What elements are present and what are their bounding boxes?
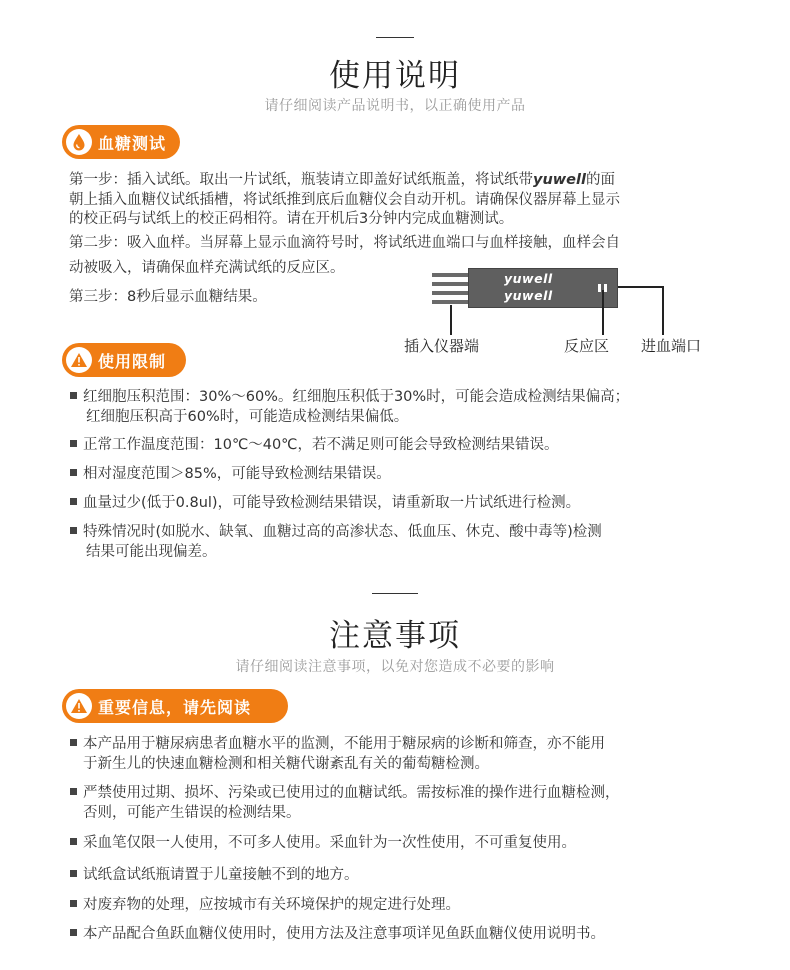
usage-limit-label: 使用限制 [98,351,167,371]
reaction-zone-leader [602,290,604,335]
list-item [70,493,580,513]
reaction-zone-mark [604,284,607,292]
step1-line2: 朝上插入血糖仪试纸插槽，将试纸推到底后血糖仪会自动开机。请确保仪器屏幕上显示 [69,192,620,208]
test-strip-diagram [432,268,618,308]
list-item [70,865,359,885]
note-text: 采血笔仅限一人使用，不可多人使用。采血针为一次性使用，不可重复使用。 [83,835,576,851]
note-text: 本产品用于糖尿病患者血糖水平的监测，不能用于糖尿病的诊断和筛查，亦不能用 [83,736,605,752]
strip-brand-bottom: yuwell [504,288,553,303]
page-subtitle: 请仔细阅读产品说明书，以正确使用产品 [264,98,526,114]
section-divider [372,593,418,594]
list-item [70,464,391,484]
drop-icon [66,129,92,155]
note-text: 本产品配合鱼跃血糖仪使用时，使用方法及注意事项详见鱼跃血糖仪使用说明书。 [83,926,605,942]
limit-text: 红细胞压积范围：30%～60%。红细胞压积低于30%时，可能会造成检测结果偏高； [83,389,630,405]
note-text-cont: 否则，可能产生错误的检测结果。 [83,805,301,821]
step2-line2: 动被吸入，请确保血样充满试纸的反应区。 [69,260,345,276]
note-text: 试纸盒试纸瓶请置于儿童接触不到的地方。 [83,867,359,883]
blood-port-leader-h [618,286,663,288]
list-item [70,783,620,823]
note-text: 严禁使用过期、损坏、污染或已使用过的血糖试纸。需按标准的操作进行血糖检测， [83,785,620,801]
label-reaction-zone: 反应区 [564,337,610,355]
blood-test-label: 血糖测试 [98,133,167,153]
list-item [70,435,558,455]
top-divider [376,37,414,38]
limit-text: 特殊情况时(如脱水、缺氧、血糖过高的高渗状态、低血压、休克、酸中毒等)检测 [83,524,602,540]
usage-limit-badge [62,343,186,377]
strip-contact-1 [432,273,472,277]
note-text: 对废弃物的处理，应按城市有关环境保护的规定进行处理。 [83,897,460,913]
list-item [70,833,576,853]
bullet-square [70,469,77,476]
bullet-square [70,498,77,505]
step1-text-b: 的面 [585,172,615,188]
step1-line3: 的校正码与试纸上的校正码相符。请在开机后3分钟内完成血糖测试。 [69,211,514,227]
step1-line1 [69,170,615,190]
bullet-square [70,900,77,907]
limit-text: 相对湿度范围＞85%，可能导致检测结果错误。 [83,466,391,482]
blood-port-leader-v [662,286,664,335]
reaction-zone-mark [598,284,601,292]
label-blood-port: 进血端口 [641,337,702,355]
blood-test-badge [62,125,180,159]
list-item [70,734,605,774]
list-item [70,522,602,562]
limit-text-cont: 结果可能出现偏差。 [86,544,217,560]
important-info-label: 重要信息，请先阅读 [98,697,252,717]
section-title: 注意事项 [329,618,461,654]
step3-line: 第三步：8秒后显示血糖结果。 [69,289,267,305]
bullet-square [70,527,77,534]
step1-text-a: 第一步：插入试纸。取出一片试纸，瓶装请立即盖好试纸瓶盖，将试纸带 [69,172,533,188]
list-item [70,924,605,944]
label-insert-end: 插入仪器端 [404,337,480,355]
brand-inline: yuwell [533,172,586,188]
limit-text-cont: 红细胞压积高于60%时，可能造成检测结果偏低。 [86,409,409,425]
note-text-cont: 于新生儿的快速血糖检测和相关糖代谢紊乱有关的葡萄糖检测。 [83,756,489,772]
list-item [70,387,629,427]
step2-line1: 第二步：吸入血样。当屏幕上显示血滴符号时，将试纸进血端口与血样接触，血样会自 [69,235,620,251]
limit-text: 正常工作温度范围：10℃～40℃，若不满足则可能会导致检测结果错误。 [83,437,559,453]
important-info-badge [62,689,288,723]
strip-contact-3 [432,291,472,295]
list-item [70,895,460,915]
bullet-square [70,739,77,746]
strip-contact-4 [432,300,472,304]
limit-text: 血量过少(低于0.8ul)，可能导致检测结果错误，请重新取一片试纸进行检测。 [83,495,581,511]
page-title: 使用说明 [329,58,461,94]
bullet-square [70,870,77,877]
insert-end-leader [450,305,452,335]
warning-icon [66,347,92,373]
bullet-square [70,440,77,447]
section-subtitle: 请仔细阅读注意事项，以免对您造成不必要的影响 [235,659,555,675]
strip-contact-2 [432,282,472,286]
strip-brand-top: yuwell [504,271,553,286]
warning-icon [66,693,92,719]
bullet-square [70,838,77,845]
bullet-square [70,929,77,936]
bullet-square [70,788,77,795]
bullet-square [70,392,77,399]
